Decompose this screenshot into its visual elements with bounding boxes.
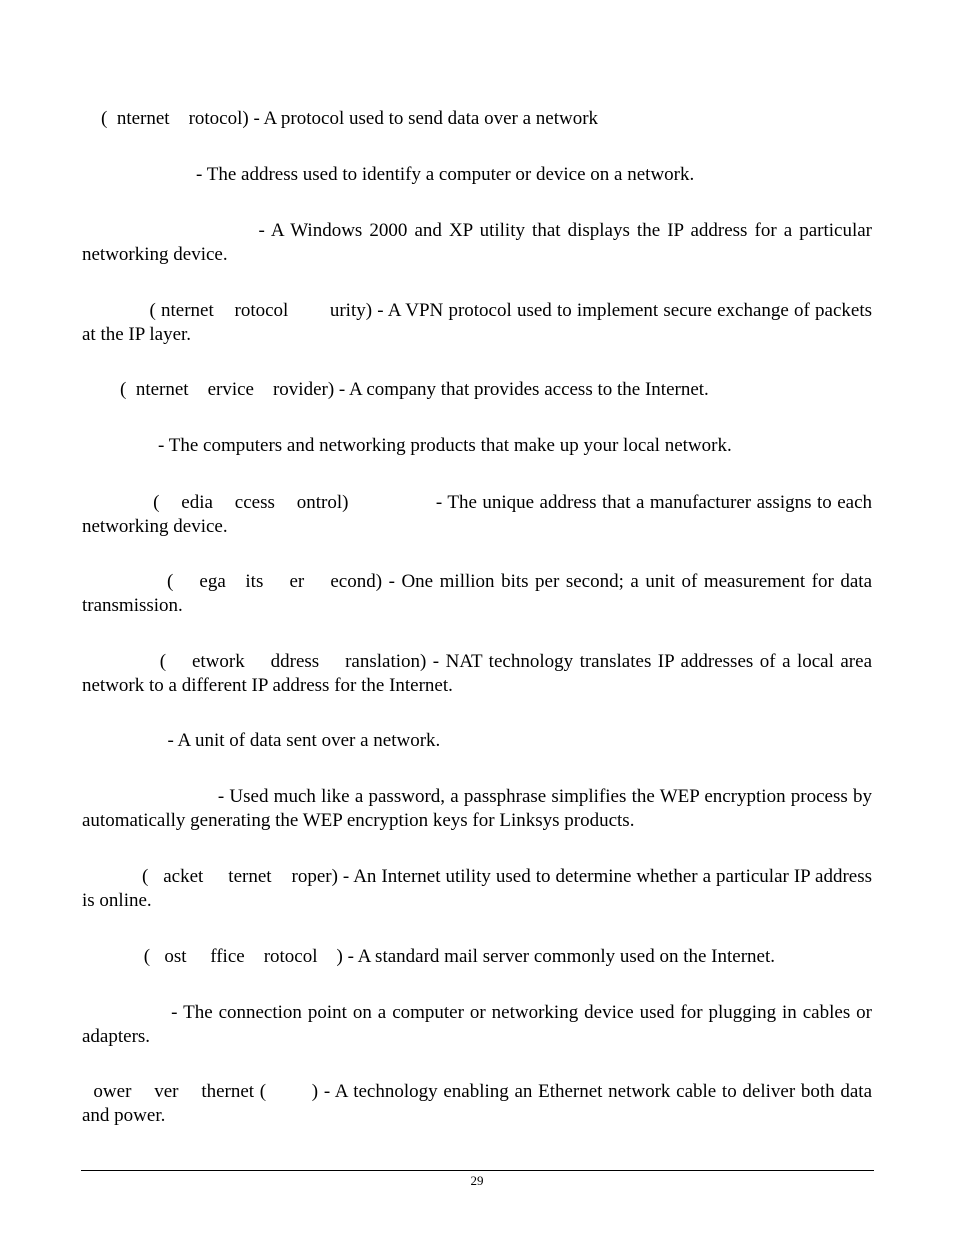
page-number: 29 bbox=[470, 1173, 484, 1188]
glossary-entry-isp: ( nternet ervice rovider) - A company that provides access to the Internet. bbox=[82, 379, 709, 400]
footer-divider bbox=[81, 1170, 874, 1171]
glossary-entry-lan: - The computers and networking products that make up your local network. bbox=[82, 435, 732, 456]
glossary-entry-port: - The connection point on a computer or networking device used for plugging in cables or adapters. bbox=[82, 1002, 877, 1047]
glossary-entry-nat: ( etwork ddress ranslation) - NAT technology translates IP addresses of a local area network to a different IP address for the Internet. bbox=[82, 651, 877, 696]
glossary-entry-ip-address: - The address used to identify a computer or device on a network. bbox=[82, 164, 695, 185]
glossary-entry-ipconfig: - A Windows 2000 and XP utility that displays the IP address for a particular networking device. bbox=[82, 220, 877, 265]
glossary-entry-mac-address: ( edia ccess ontrol) - The unique address that a manufacturer assigns to each networking device. bbox=[82, 492, 877, 537]
glossary-entry-ping: ( acket ternet roper) - An Internet utility used to determine whether a particular IP address is online. bbox=[82, 866, 877, 911]
glossary-entry-packet: - A unit of data sent over a network. bbox=[82, 730, 441, 751]
glossary-entry-passphrase: - Used much like a password, a passphrase simplifies the WEP encryption process by automatically generating the WEP encryption keys for Linksys products. bbox=[82, 786, 877, 831]
glossary-entry-poe: ower ver thernet ( ) - A technology enabling an Ethernet network cable to deliver both data and power. bbox=[82, 1081, 877, 1126]
glossary-entry-mbps: ( ega its er econd) - One million bits per second; a unit of measurement for data transmission. bbox=[82, 571, 877, 616]
glossary-entry-ipsec: ( nternet rotocol urity) - A VPN protocol used to implement secure exchange of packets at the IP layer. bbox=[82, 300, 877, 345]
glossary-entry-ip: ( nternet rotocol) - A protocol used to send data over a network bbox=[82, 108, 599, 129]
glossary-entry-pop3: ( ost ffice rotocol ) - A standard mail server commonly used on the Internet. bbox=[82, 946, 775, 967]
